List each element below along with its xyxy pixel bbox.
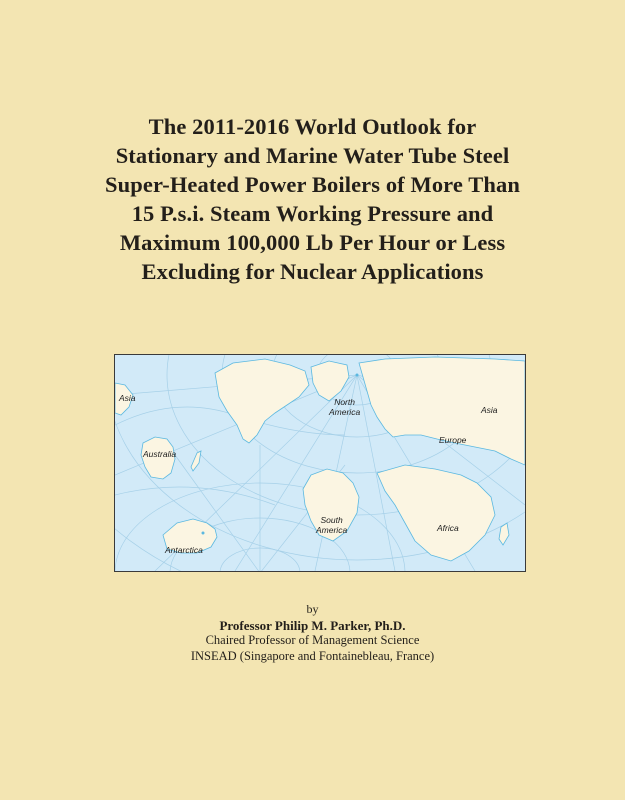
land-greenland bbox=[311, 361, 349, 401]
world-map-graphic bbox=[115, 355, 525, 571]
land-eurasia bbox=[359, 357, 525, 465]
title-line: Excluding for Nuclear Applications bbox=[141, 259, 484, 284]
map-label-asia-left: Asia bbox=[119, 393, 136, 403]
map-label-north-america: North America bbox=[329, 397, 361, 417]
author-institution: INSEAD (Singapore and Fontainebleau, France) bbox=[190, 648, 435, 663]
land-new-zealand bbox=[191, 451, 201, 471]
map-label-australia: Australia bbox=[143, 449, 177, 459]
north-pole-marker bbox=[356, 374, 359, 377]
author-position: Chaired Professor of Management Science bbox=[205, 633, 420, 647]
title-line: Stationary and Marine Water Tube Steel bbox=[115, 143, 510, 168]
south-pole-marker bbox=[202, 532, 205, 535]
world-map bbox=[114, 354, 526, 572]
land-africa bbox=[377, 465, 495, 561]
author-name: Professor Philip M. Parker, Ph.D. bbox=[219, 617, 406, 633]
title-line: The 2011-2016 World Outlook for bbox=[148, 114, 477, 139]
title-line: Maximum 100,000 Lb Per Hour or Less bbox=[119, 230, 506, 255]
book-title bbox=[0, 112, 625, 286]
title-line: 15 P.s.i. Steam Working Pressure and bbox=[131, 201, 494, 226]
map-label-south-america: South America bbox=[316, 515, 348, 535]
map-label-asia-right: Asia bbox=[481, 405, 498, 415]
title-line: Super-Heated Power Boilers of More Than bbox=[105, 172, 520, 197]
byline bbox=[0, 602, 625, 664]
map-label-europe: Europe bbox=[439, 435, 467, 445]
byline-by: by bbox=[306, 602, 319, 616]
map-label-antarctica: Antarctica bbox=[165, 545, 203, 555]
map-label-africa: Africa bbox=[437, 523, 459, 533]
